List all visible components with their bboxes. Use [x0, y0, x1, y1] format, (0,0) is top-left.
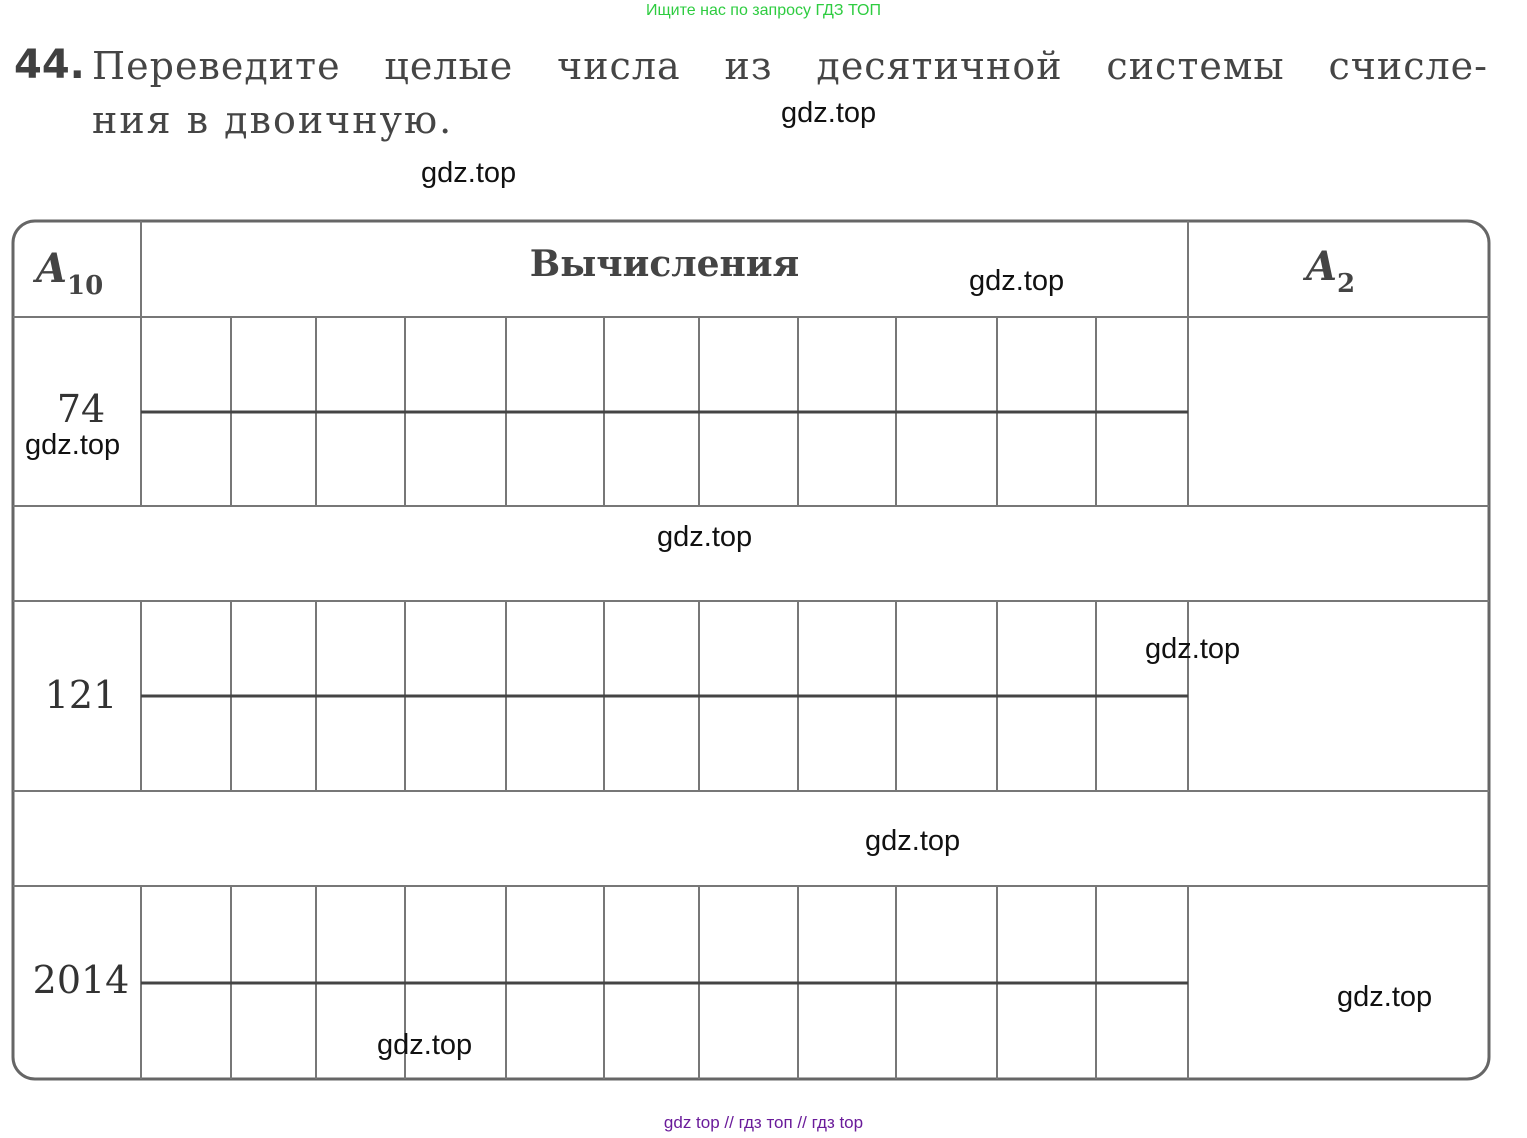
table-row-separators: [13, 317, 1489, 886]
watermark: gdz.top: [781, 97, 877, 129]
watermark: gdz.top: [1337, 981, 1433, 1013]
header-a2-sub: 2: [1337, 269, 1356, 299]
header-calculations: Вычисления: [529, 243, 800, 285]
task-number: 44.: [14, 42, 85, 88]
header-a10: [36, 245, 104, 301]
watermark: gdz.top: [865, 825, 961, 857]
watermark: gdz.top: [657, 521, 753, 553]
row-value-121: 121: [44, 673, 118, 717]
header-a10-letter: A: [36, 245, 68, 292]
calc-grid-2: [141, 601, 1188, 791]
header-a2-letter: A: [1306, 243, 1338, 290]
table-border: [13, 221, 1489, 1079]
task-text-line-2: ния в двоичную.: [92, 98, 454, 142]
footer-links[interactable]: gdz top // гдз топ // гдз top: [663, 1113, 864, 1132]
calc-grid-3: [141, 886, 1188, 1079]
task-text-line-1: Переведите целые числа из десятичной системы счисле-: [92, 44, 1488, 88]
header-a2: [1306, 243, 1356, 299]
calc-grid-1: [141, 317, 1188, 506]
watermark: gdz.top: [1145, 633, 1241, 665]
watermark: gdz.top: [969, 265, 1065, 297]
search-banner[interactable]: Ищите нас по запросу ГДЗ ТОП: [646, 2, 881, 19]
row-value-2014: 2014: [32, 958, 130, 1002]
calculation-grids: [141, 317, 1188, 1079]
header-a10-sub: 10: [67, 271, 104, 301]
watermark: gdz.top: [421, 157, 517, 189]
row-value-74: 74: [56, 387, 106, 431]
watermark: gdz.top: [25, 429, 121, 461]
watermark: gdz.top: [377, 1029, 473, 1061]
